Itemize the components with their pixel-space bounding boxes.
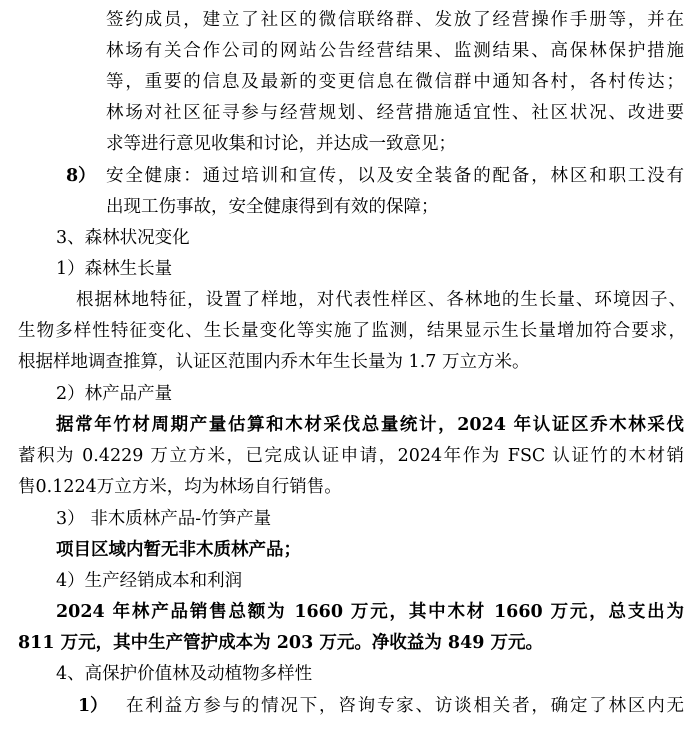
paragraph-line: 根据样地调查推算，认证区范围内乔木年生长量为 1.7 万立方米。 [18,352,530,372]
section-heading: 4、高保护价值林及动植物多样性 [56,664,313,684]
subsection-heading: 2）林产品产量 [56,384,173,404]
paragraph-line: 等，重要的信息及最新的变更信息在微信群中通知各村，各村传达； [106,72,684,92]
subsection-heading: 4）生产经销成本和利润 [56,571,243,591]
paragraph-line: 根据林地特征，设置了样地，对代表性样区、各林地的生长量、环境因子、 [76,290,686,310]
paragraph-line: 出现工伤事故，安全健康得到有效的保障； [106,197,439,217]
paragraph-line: 项目区域内暂无非木质林产品； [56,540,301,560]
paragraph-line: 2024 年林产品销售总额为 1660 万元，其中木材 1660 万元，总支出为 [56,602,684,622]
list-marker: 1） [78,696,108,716]
subsection-heading: 1）森林生长量 [56,259,173,279]
paragraph-line: 签约成员，建立了社区的微信联络群、发放了经营操作手册等，并在 [106,10,684,30]
section-heading: 3、森林状况变化 [56,228,190,248]
paragraph-line: 林场有关合作公司的网站公告经营结果、监测结果、高保林保护措施 [106,41,684,61]
paragraph-line: 在利益方参与的情况下，咨询专家、访谈相关者，确定了林区内无 [126,696,684,716]
paragraph-line: 生物多样性特征变化、生长量变化等实施了监测，结果显示生长量增加符合要求， [18,321,686,341]
paragraph-line: 求等进行意见收集和讨论，并达成一致意见； [106,134,456,154]
paragraph-line: 811 万元，其中生产管护成本为 203 万元。净收益为 849 万元。 [18,633,544,653]
paragraph-line: 蓄积为 0.4229 万立方米，已完成认证申请，2024年作为 FSC 认证竹的木材销 [18,446,684,466]
paragraph-line: 林场对社区征寻参与经营规划、经营措施适宜性、社区状况、改进要 [106,103,684,123]
subsection-heading: 3） 非木质林产品-竹笋产量 [56,509,272,529]
list-marker: 8） [66,166,96,186]
paragraph-line: 售0.1224万立方米，均为林场自行销售。 [18,477,342,497]
paragraph-line: 据常年竹材周期产量估算和木材采伐总量统计，2024 年认证区乔木林采伐 [56,415,684,435]
paragraph-line: 安全健康：通过培训和宣传，以及安全装备的配备，林区和职工没有 [106,166,684,186]
